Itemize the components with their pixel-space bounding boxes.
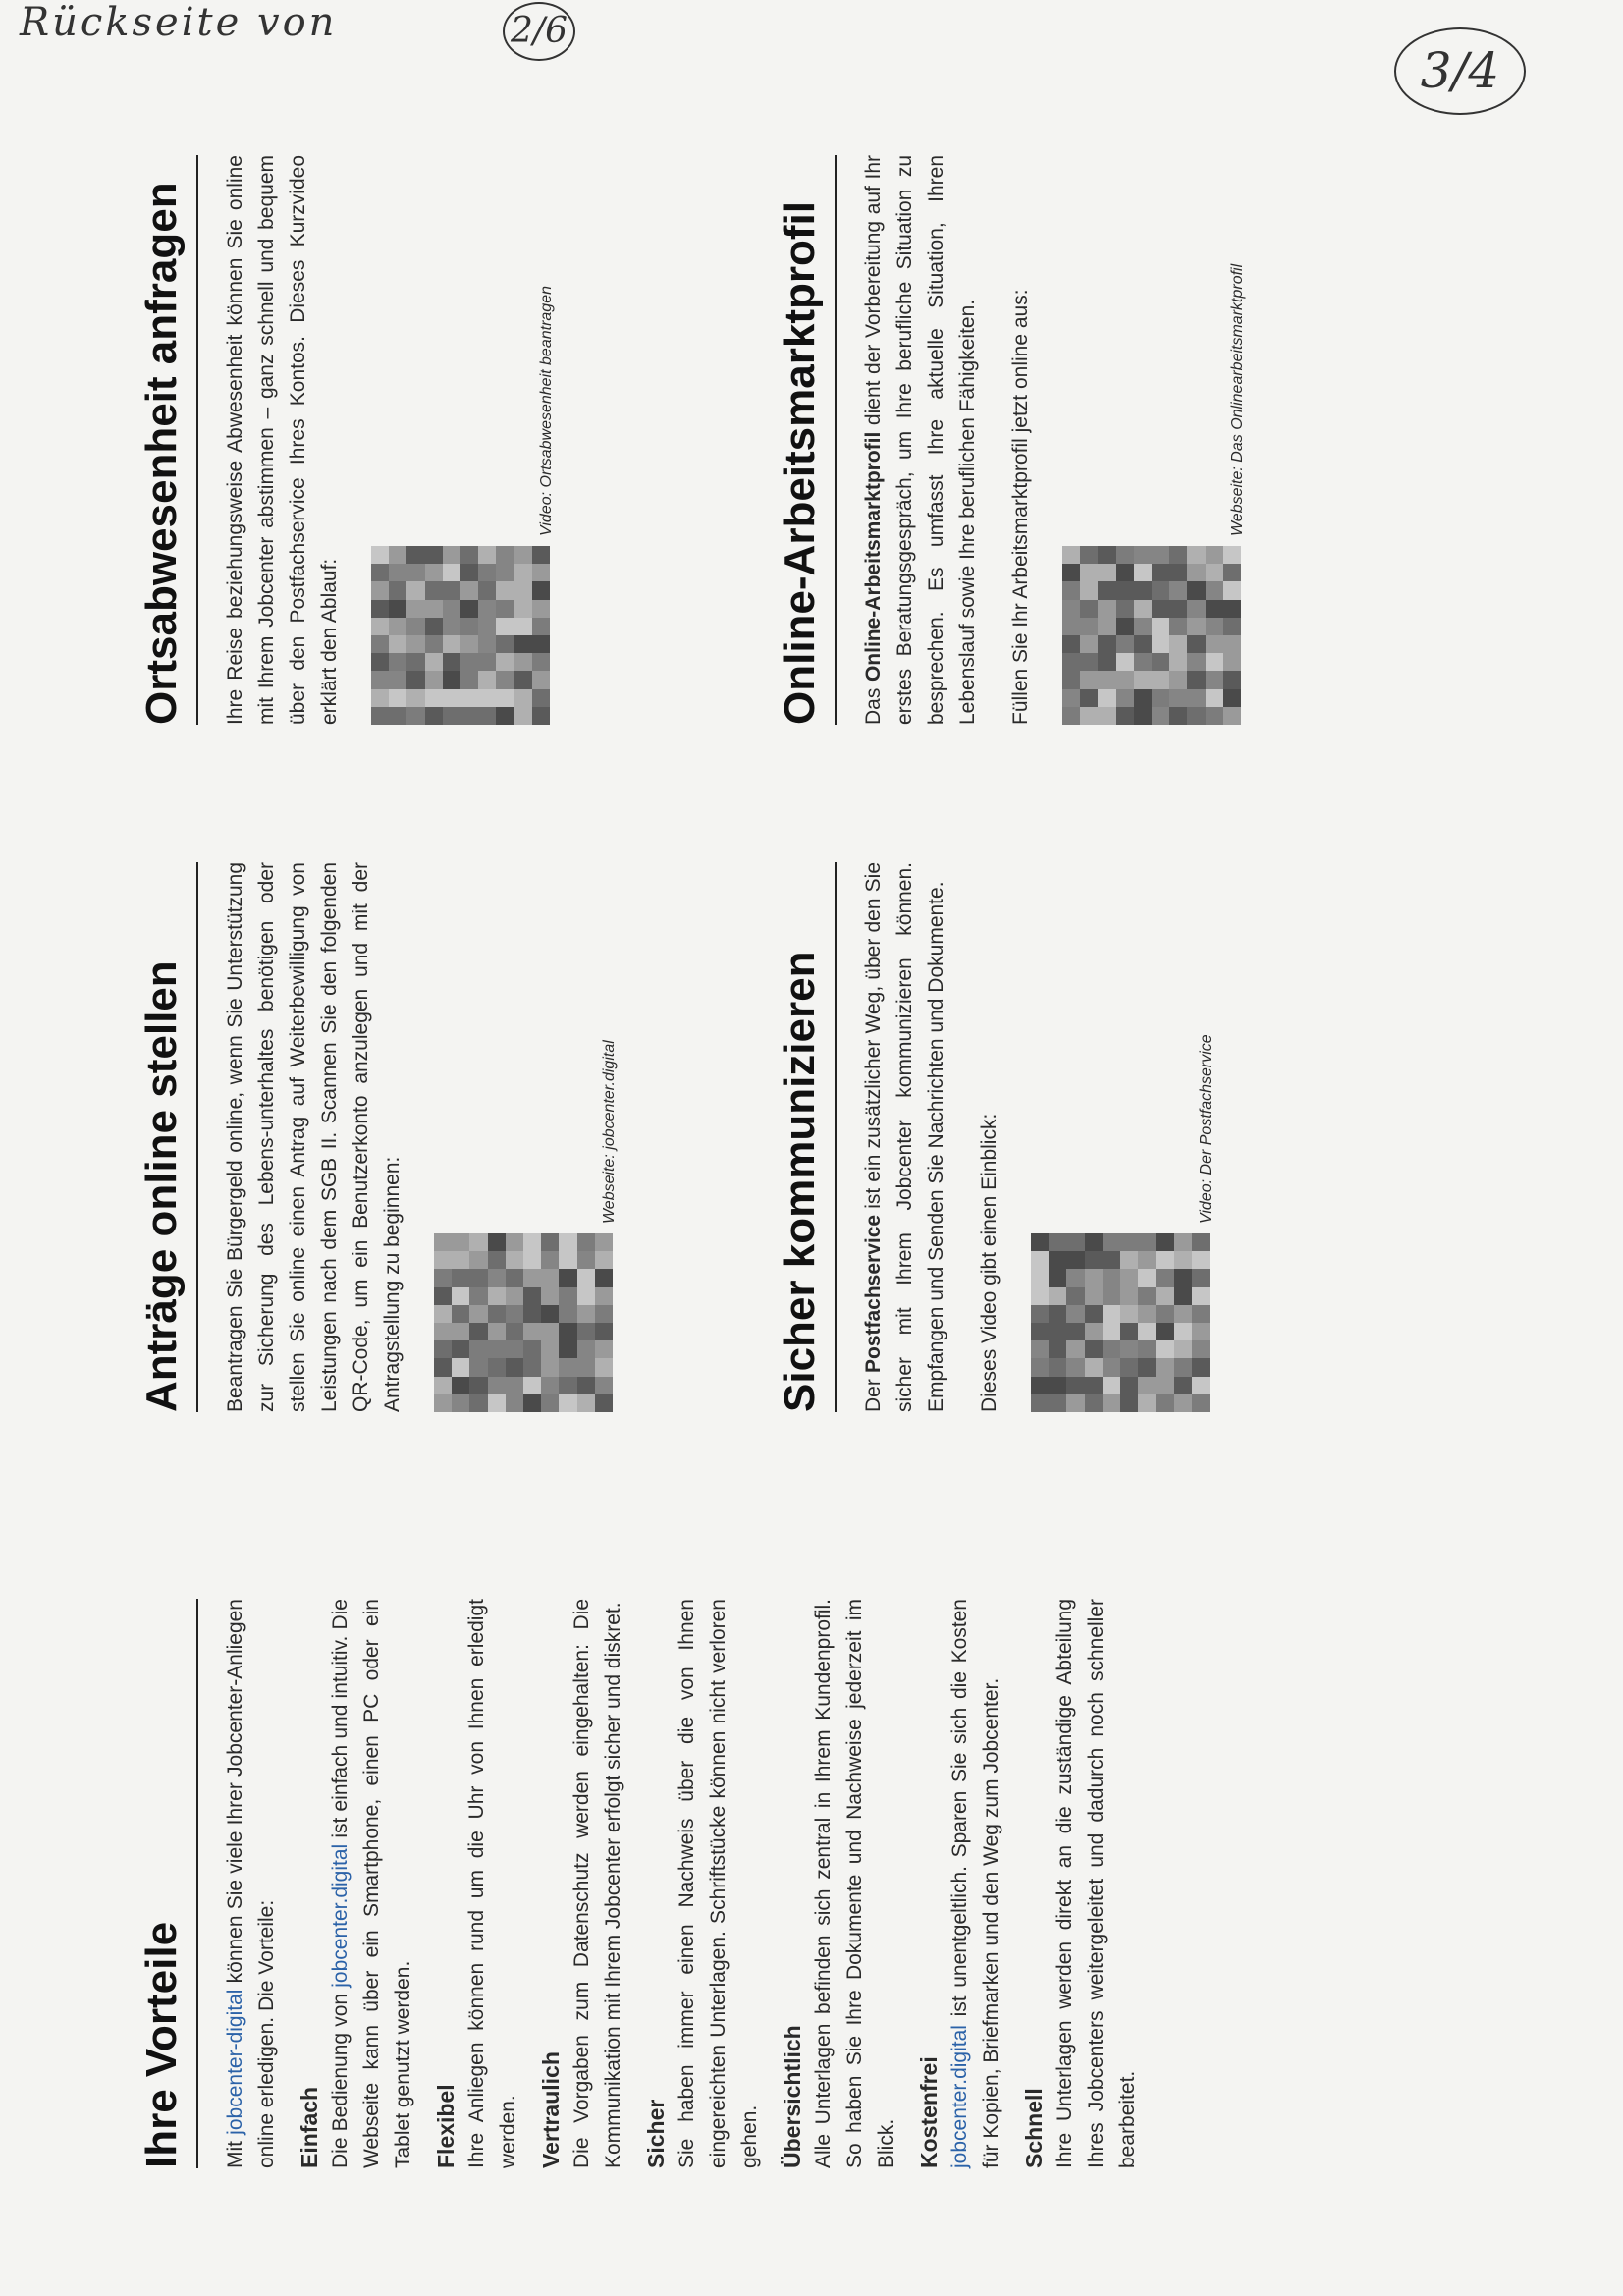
- caption-video-postfach: Video: Der Postfachservice: [1198, 1034, 1215, 1224]
- text-profil-cta: Füllen Sie Ihr Arbeitsmarktprofil jetzt online aus:: [1009, 289, 1032, 725]
- qr-code-postfachservice[interactable]: [1031, 1233, 1210, 1412]
- subheading-einfach: Einfach: [297, 2086, 322, 2168]
- heading-ihre-vorteile: Ihre Vorteile: [137, 1599, 198, 2168]
- section-antraege: [137, 862, 619, 1412]
- text-schnell: Ihre Unterlagen werden direkt an die zuständige Abteilung Ihres Jobcenters weitergeleitet und dadurch noch schneller bearbeitet.: [1054, 1599, 1139, 2168]
- subheading-flexibel: Flexibel: [433, 2084, 459, 2168]
- heading-ortsabwesenheit: Ortsabwesenheit anfragen: [137, 155, 198, 725]
- text-flexibel: Ihre Anliegen können rund um die Uhr von Ihnen erledigt werden.: [465, 1599, 519, 2168]
- vorteile-intro: Mit jobcenter-digital können Sie viele Ihrer Jobcenter-Anliegen online erledigen. Die Vorteile:: [224, 1599, 278, 2168]
- caption-webseite-profil: Webseite: Das Onlinearbeitsmarktprofil: [1229, 263, 1246, 536]
- text-video-hint: Dieses Video gibt einen Einblick:: [978, 1113, 1001, 1412]
- caption-video-orts: Video: Ortsabwesenheit beantragen: [538, 286, 555, 536]
- text-arbeitsmarktprofil: Das Online-Arbeitsmarktprofil dient der Vorbereitung auf Ihr erstes Beratungsgespräch, um Ihre berufliche Situation zu besprechen. Es umfasst Ihre aktuelle Situation, Ihren Lebenslauf sowie Ihre beruflichen Fähigkeiten.: [862, 155, 979, 725]
- handwritten-page-number-2-6: 2/6: [503, 2, 575, 61]
- subheading-uebersichtlich: Übersichtlich: [780, 2025, 805, 2168]
- text-einfach: Die Bedienung von jobcenter.digital ist einfach und intuitiv. Die Webseite kann über ein Smartphone, einen PC oder ein Tablet genutzt werden.: [329, 1599, 414, 2168]
- subheading-schnell: Schnell: [1021, 2088, 1047, 2168]
- heading-arbeitsmarktprofil: Online-Arbeitsmarktprofil: [776, 155, 837, 725]
- subheading-sicher: Sicher: [643, 2099, 669, 2168]
- handwritten-note: Rückseite von: [20, 0, 338, 45]
- text-sicher: Sie haben immer einen Nachweis über die von Ihnen eingereichten Unterlagen. Schriftstücke können nicht verloren gehen.: [676, 1599, 761, 2168]
- section-sicher-kommunizieren: [776, 862, 1216, 1412]
- subheading-vertraulich: Vertraulich: [538, 2051, 564, 2168]
- text-uebersichtlich: Alle Unterlagen befinden sich zentral in Ihrem Kundenprofil. So haben Sie Ihre Dokumente und Nachweise jederzeit im Blick.: [812, 1599, 897, 2168]
- subheading-kostenfrei: Kostenfrei: [916, 2056, 942, 2168]
- caption-webseite: Webseite: jobcenter.digital: [601, 1040, 618, 1224]
- heading-antraege: Anträge online stellen: [137, 862, 198, 1412]
- text-antraege: Beantragen Sie Bürgergeld online, wenn Sie Unterstützung zur Sicherung des Lebens-unterhaltes benötigen oder stellen Sie online einen Antrag auf Weiterbewilligung von Leistungen nach dem SGB II. Scannen Sie den folgenden QR-Code, um ein Benutzerkonto anzulegen und mit der Antragstellung zu beginnen:: [224, 862, 404, 1412]
- qr-code-arbeitsmarktprofil[interactable]: [1062, 546, 1241, 725]
- qr-code-jobcenter-digital[interactable]: [434, 1233, 613, 1412]
- section-arbeitsmarktprofil: [776, 155, 1247, 725]
- text-vertraulich: Die Vorgaben zum Datenschutz werden eingehalten: Die Kommunikation mit Ihrem Jobcenter erfolgt sicher und diskret.: [570, 1599, 624, 2168]
- heading-sicher-kommunizieren: Sicher kommunizieren: [776, 862, 837, 1412]
- section-ihre-vorteile: [137, 1599, 1144, 2168]
- text-ortsabwesenheit: Ihre Reise beziehungsweise Abwesenheit können Sie online mit Ihrem Jobcenter abstimmen – ganz schnell und bequem über den Postfachservice Ihres Kontos. Dieses Kurzvideo erklärt den Ablauf:: [224, 155, 341, 725]
- text-kostenfrei: jobcenter.digital ist unentgeltlich. Sparen Sie sich die Kosten für Kopien, Briefmarken und den Weg zum Jobcenter.: [948, 1599, 1002, 2168]
- qr-code-ortsabwesenheit[interactable]: [371, 546, 550, 725]
- text-postfachservice: Der Postfachservice ist ein zusätzlicher Weg, über den Sie sicher mit Ihrem Jobcenter kommunizieren können. Empfangen und Senden Sie Nachrichten und Dokumente.: [862, 862, 947, 1412]
- handwritten-page-number-3-4: 3/4: [1394, 27, 1526, 115]
- section-ortsabwesenheit: [137, 155, 556, 725]
